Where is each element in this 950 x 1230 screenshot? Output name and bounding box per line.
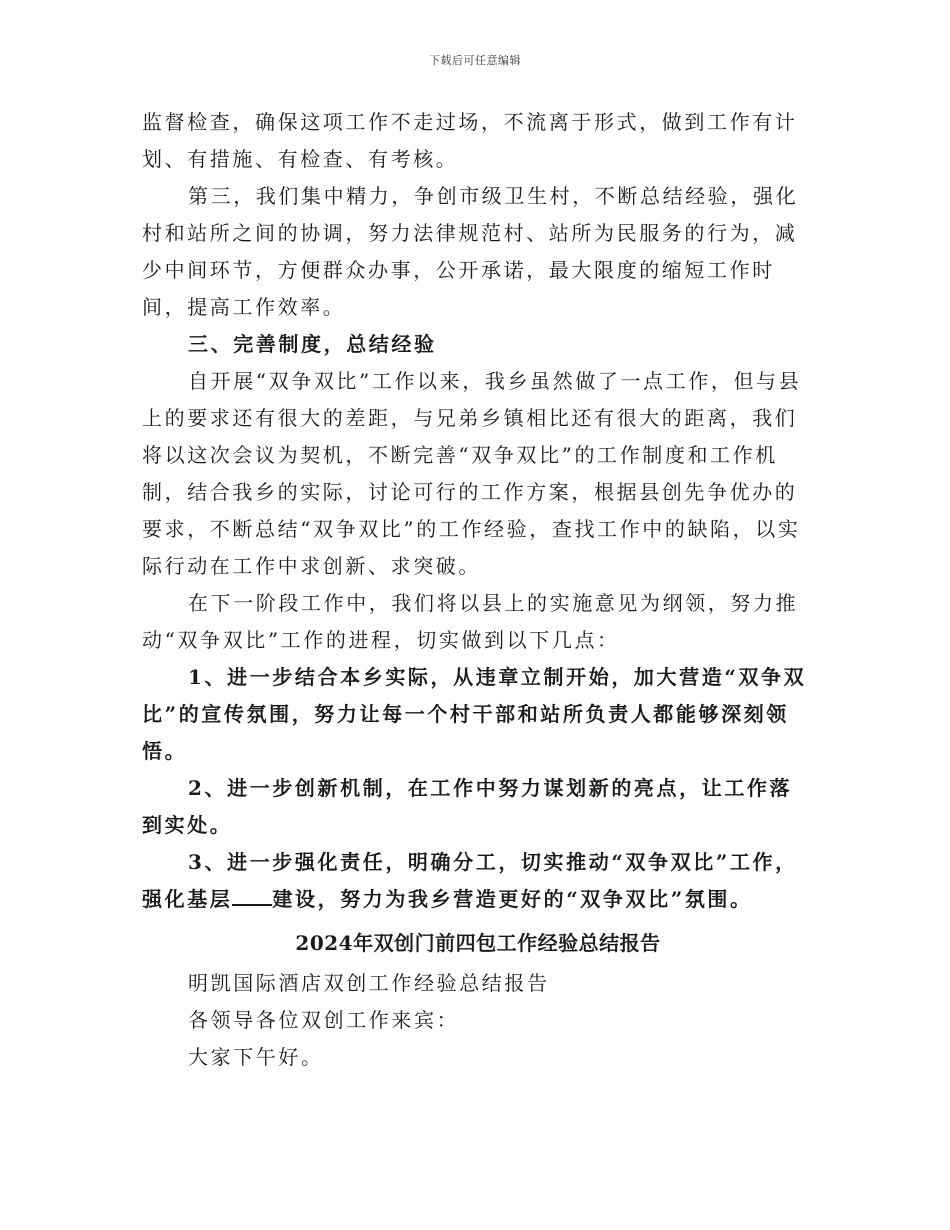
paragraph-third: 第三，我们集中精力，争创市级卫生村，不断总结经验，强化村和站所之间的协调，努力法律规范村、站所为民服务的行为，减少中间环节，方便群众办事，公开承诺，最大限度的缩短工作时间，提高工作效率。 <box>142 184 799 319</box>
list-item-2: 2、进一步创新机制，在工作中努力谋划新的亮点，让工作落到实处。 <box>142 776 793 837</box>
report-title: 2024年双创门前四包工作经验总结报告 <box>295 931 661 955</box>
section-heading-three: 三、完善制度，总结经验 <box>188 332 437 356</box>
list-item-3-part-b: 建设，努力为我乡营造更好的“双争双比”氛围。 <box>272 887 753 911</box>
page-header: 下载后可任意编辑 <box>429 54 521 67</box>
list-item-3-part-a: 3、进一步强化责任，明确分工，切实推动“双争双比”工作，强化基层 <box>142 850 798 911</box>
fill-blank-line <box>232 903 272 906</box>
greeting-audience: 各领导各位双创工作来宾： <box>188 1008 460 1032</box>
paragraph-supervision: 监督检查，确保这项工作不走过场，不流离于形式，做到工作有计划、有措施、有检查、有考核。 <box>142 110 798 171</box>
paragraph-next-stage: 在下一阶段工作中，我们将以县上的实施意见为纲领，努力推动“双争双比”工作的进程，切实做到以下几点： <box>142 591 799 652</box>
document-body <box>142 104 814 1076</box>
greeting-afternoon: 大家下午好。 <box>188 1045 324 1069</box>
report-subtitle: 明凯国际酒店双创工作经验总结报告 <box>188 971 550 995</box>
paragraph-since-launch: 自开展“双争双比”工作以来，我乡虽然做了一点工作，但与县上的要求还有很大的差距，与兄弟乡镇相比还有很大的距离，我们将以这次会议为契机，不断完善“双争双比”的工作制度和工作机制，结合我乡的实际，讨论可行的工作方案，根据县创先争优办的要求，不断总结“双争双比”的工作经验，查找工作中的缺陷，以实际行动在工作中求创新、求突破。 <box>142 369 802 578</box>
list-item-3 <box>142 844 814 918</box>
list-item-1: 1、进一步结合本乡实际，从违章立制开始，加大营造“双争双比”的宣传氛围，努力让每一个村干部和站所负责人都能够深刻领悟。 <box>142 665 807 763</box>
